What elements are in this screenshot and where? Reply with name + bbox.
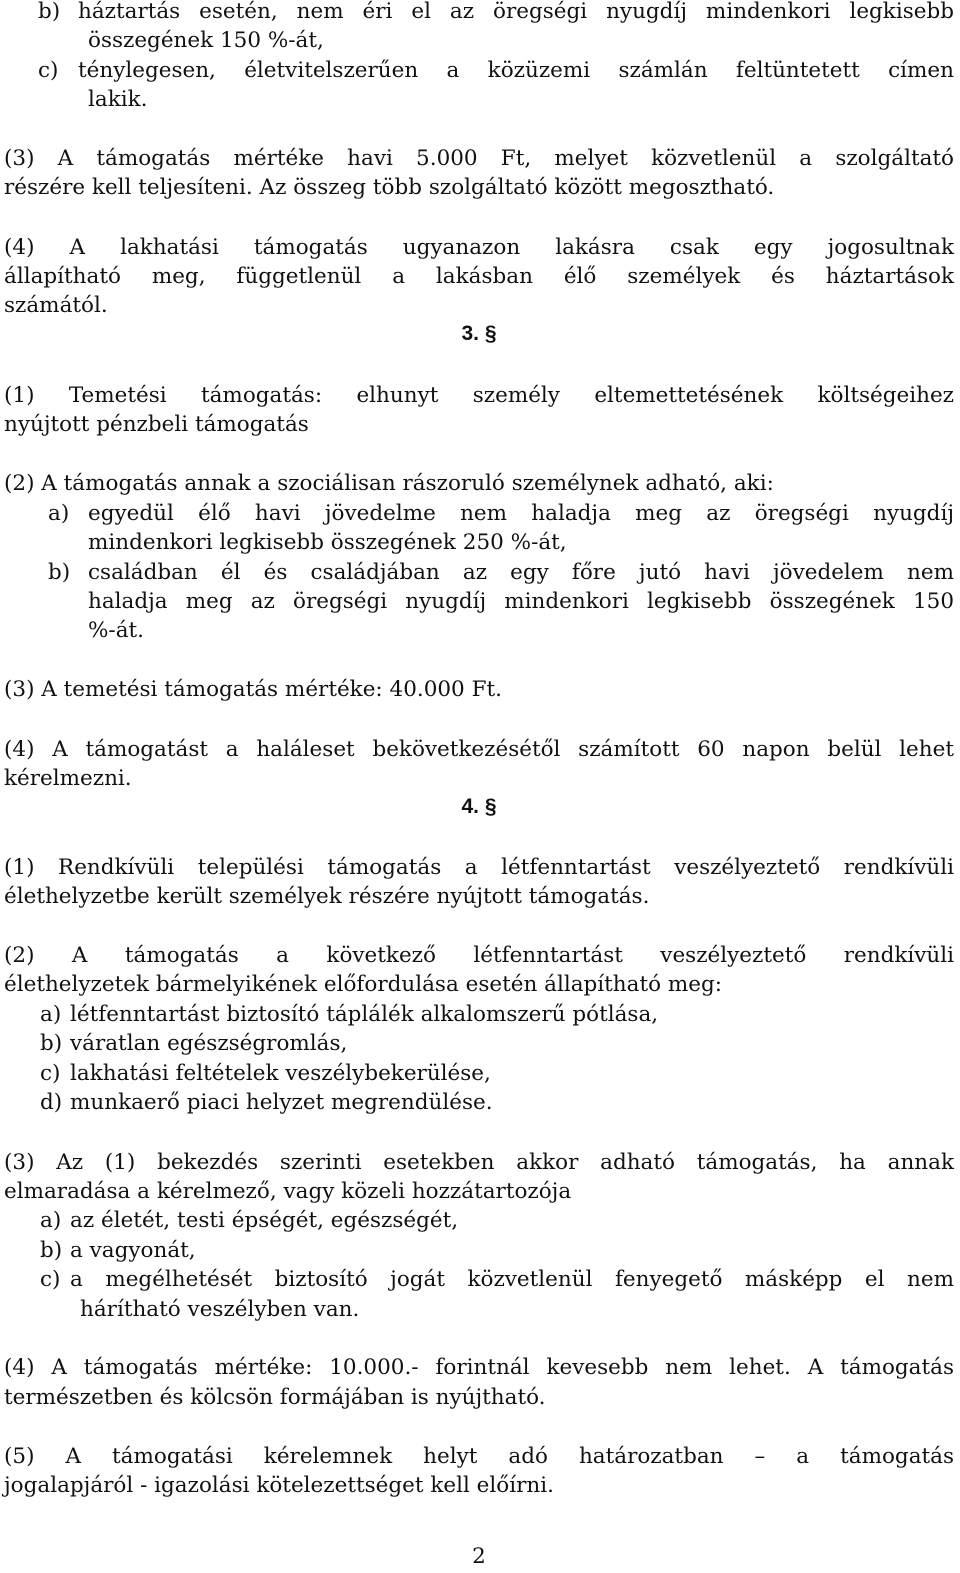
paragraph-line: (1) Rendkívüli települési támogatás a létfenntartást veszélyeztető rendkívüli xyxy=(4,855,954,880)
list-text: családban él és családjában az egy főre jutó havi jövedelem nem xyxy=(88,560,954,585)
list-item xyxy=(40,1236,196,1265)
list-item xyxy=(48,499,954,528)
list-item xyxy=(40,1029,347,1058)
paragraph-line: (4) A támogatás mértéke: 10.000.- forintnál kevesebb nem lehet. A támogatás xyxy=(4,1355,954,1380)
paragraph-line: jogalapjáról - igazolási kötelezettséget kell előírni. xyxy=(4,1473,554,1498)
paragraph-line: kérelmezni. xyxy=(4,766,132,791)
list-item-continuation: összegének 150 %-át, xyxy=(88,28,324,53)
paragraph-line: részére kell teljesíteni. Az összeg több szolgáltató között megosztható. xyxy=(4,175,775,200)
list-text: létfenntartást biztosító táplálék alkalomszerű pótlása, xyxy=(70,1002,659,1027)
list-label: b) xyxy=(40,1238,63,1263)
section-symbol: § xyxy=(484,795,497,818)
paragraph-line: (1) Temetési támogatás: elhunyt személy eltemettetésének költségeihez xyxy=(4,383,954,408)
list-item xyxy=(40,1206,458,1235)
section-number: 4. xyxy=(461,795,479,818)
paragraph-line: elmaradása a kérelmező, vagy közeli hozzátartozója xyxy=(4,1179,572,1204)
paragraph-line: nyújtott pénzbeli támogatás xyxy=(4,412,309,437)
list-text: egyedül élő havi jövedelme nem haladja meg az öregségi nyugdíj xyxy=(88,501,954,526)
paragraph-line: természetben és kölcsön formájában is nyújtható. xyxy=(4,1385,546,1410)
list-label: a) xyxy=(48,501,70,526)
list-item xyxy=(40,1059,491,1088)
paragraph-line: élethelyzetek bármelyikének előfordulása esetén állapítható meg: xyxy=(4,972,722,997)
paragraph-line: (3) A temetési támogatás mértéke: 40.000 Ft. xyxy=(4,677,502,702)
page-number: 2 xyxy=(472,1544,486,1569)
section-heading xyxy=(4,795,954,819)
list-label: c) xyxy=(40,1061,61,1086)
list-item-continuation: haladja meg az öregségi nyugdíj mindenkori legkisebb összegének 150 xyxy=(88,589,954,614)
paragraph-line: számától. xyxy=(4,293,108,318)
list-label: a) xyxy=(40,1002,62,1027)
list-item-continuation: hárítható veszélyben van. xyxy=(80,1297,360,1322)
list-label: d) xyxy=(40,1090,63,1115)
list-item-continuation: lakik. xyxy=(88,87,148,112)
paragraph-line: (3) A támogatás mértéke havi 5.000 Ft, melyet közvetlenül a szolgáltató xyxy=(4,146,954,171)
list-label: b) xyxy=(38,0,61,24)
list-text: háztartás esetén, nem éri el az öregségi nyugdíj mindenkori legkisebb xyxy=(78,0,954,24)
section-heading xyxy=(4,322,954,346)
list-text: munkaerő piaci helyzet megrendülése. xyxy=(70,1090,493,1115)
list-item xyxy=(40,1088,493,1117)
paragraph-line: (5) A támogatási kérelemnek helyt adó határozatban – a támogatás xyxy=(4,1444,954,1469)
list-item xyxy=(38,56,954,85)
list-text: lakhatási feltételek veszélybekerülése, xyxy=(70,1061,491,1086)
paragraph-line: (3) Az (1) bekezdés szerinti esetekben akkor adható támogatás, ha annak xyxy=(4,1150,954,1175)
list-label: a) xyxy=(40,1208,62,1233)
list-text: váratlan egészségromlás, xyxy=(70,1031,348,1056)
list-label: c) xyxy=(40,1267,61,1292)
list-text: az életét, testi épségét, egészségét, xyxy=(70,1208,459,1233)
list-text: ténylegesen, életvitelszerűen a közüzemi számlán feltüntetett címen xyxy=(78,58,954,83)
list-item xyxy=(38,0,954,26)
paragraph-line: (2) A támogatás a következő létfenntartást veszélyeztető rendkívüli xyxy=(4,943,954,968)
list-label: b) xyxy=(40,1031,63,1056)
list-text: a vagyonát, xyxy=(70,1238,196,1263)
list-item-continuation: %-át. xyxy=(88,618,144,643)
list-item-continuation: mindenkori legkisebb összegének 250 %-át, xyxy=(88,530,567,555)
paragraph-line: (4) A lakhatási támogatás ugyanazon lakásra csak egy jogosultnak xyxy=(4,235,954,260)
list-item xyxy=(48,558,954,587)
list-item xyxy=(40,1000,658,1029)
list-text: a megélhetését biztosító jogát közvetlenül fenyegető másképp el nem xyxy=(70,1267,954,1292)
paragraph-line: (4) A támogatást a haláleset bekövetkezésétől számított 60 napon belül lehet xyxy=(4,737,954,762)
list-label: c) xyxy=(38,58,59,83)
paragraph-line: (2) A támogatás annak a szociálisan rászoruló személynek adható, aki: xyxy=(4,471,774,496)
section-symbol: § xyxy=(484,322,497,345)
paragraph-line: élethelyzetbe került személyek részére nyújtott támogatás. xyxy=(4,884,650,909)
paragraph-line: állapítható meg, függetlenül a lakásban élő személyek és háztartások xyxy=(4,264,954,289)
list-item xyxy=(40,1265,954,1294)
list-label: b) xyxy=(48,560,71,585)
section-number: 3. xyxy=(461,322,479,345)
